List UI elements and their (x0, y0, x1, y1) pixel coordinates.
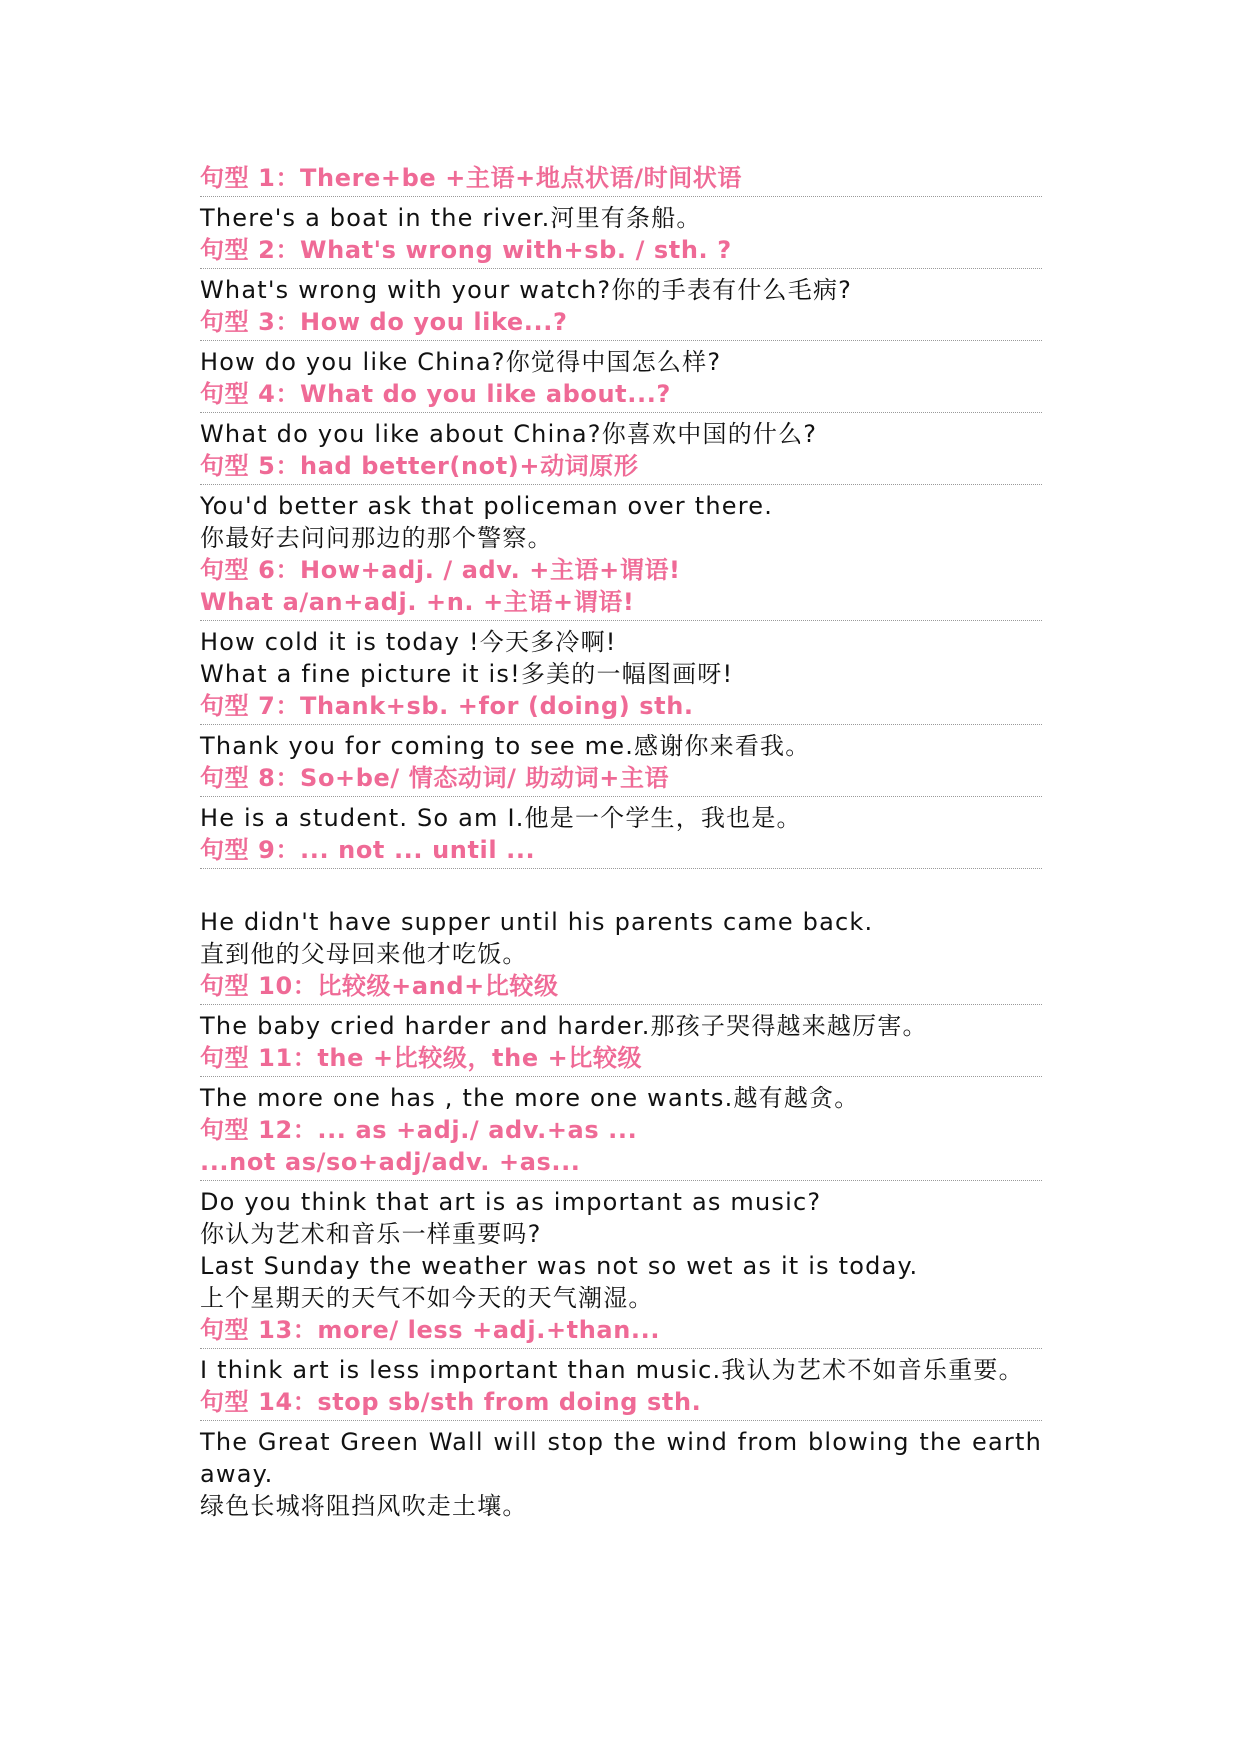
pattern-entry (200, 554, 1042, 690)
pattern-heading: 句型 10：比较级+and+比较级 (200, 972, 559, 1000)
dotted-divider (200, 1180, 1042, 1181)
dotted-divider (200, 340, 1042, 341)
pattern-entry (200, 1042, 1042, 1114)
example-translation: 上个星期天的天气不如今天的天气潮湿。 (200, 1284, 654, 1312)
pattern-entry (200, 162, 1042, 234)
example-sentence: There's a boat in the river.河里有条船。 (200, 204, 702, 232)
example-translation: 直到他的父母回来他才吃饭。 (200, 940, 528, 968)
pattern-entry (200, 1386, 1042, 1522)
pattern-entry (200, 690, 1042, 762)
pattern-heading-alt: ...not as/so+adj/adv. +as... (200, 1148, 581, 1176)
dotted-divider (200, 412, 1042, 413)
pattern-entry (200, 970, 1042, 1042)
example-translation: 你认为艺术和音乐一样重要吗? (200, 1220, 542, 1248)
example-sentence: What a fine picture it is!多美的一幅图画呀! (200, 660, 734, 688)
dotted-divider (200, 1420, 1042, 1421)
pattern-heading: 句型 14：stop sb/sth from doing sth. (200, 1388, 702, 1416)
pattern-heading: 句型 5：had better(not)+动词原形 (200, 452, 639, 480)
dotted-divider (200, 796, 1042, 797)
example-sentence: What do you like about China?你喜欢中国的什么? (200, 420, 818, 448)
sentence-pattern-list (200, 162, 1042, 1522)
pattern-heading: 句型 9：... not ... until ... (200, 836, 536, 864)
dotted-divider (200, 484, 1042, 485)
dotted-divider (200, 268, 1042, 269)
example-translation: 绿色长城将阻挡风吹走土壤。 (200, 1492, 528, 1520)
pattern-entry (200, 762, 1042, 834)
dotted-divider (200, 620, 1042, 621)
example-sentence: I think art is less important than music.我认为艺术不如音乐重要。 (200, 1356, 1024, 1384)
dotted-divider (200, 196, 1042, 197)
pattern-entry (200, 834, 1042, 970)
example-sentence: Do you think that art is as important as music? (200, 1188, 822, 1216)
pattern-heading: 句型 3：How do you like...? (200, 308, 568, 336)
dotted-divider (200, 1004, 1042, 1005)
pattern-entry (200, 378, 1042, 450)
example-sentence: Last Sunday the weather was not so wet as it is today. (200, 1252, 919, 1280)
example-sentence: He is a student. So am I.他是一个学生，我也是。 (200, 804, 802, 832)
pattern-heading: 句型 8：So+be/ 情态动词/ 助动词+主语 (200, 764, 670, 792)
dotted-divider (200, 868, 1042, 869)
example-sentence: The baby cried harder and harder.那孩子哭得越来越厉害。 (200, 1012, 928, 1040)
example-sentence: How cold it is today !今天多冷啊! (200, 628, 617, 656)
dotted-divider (200, 724, 1042, 725)
pattern-heading: 句型 4：What do you like about...? (200, 380, 671, 408)
example-sentence: What's wrong with your watch?你的手表有什么毛病? (200, 276, 853, 304)
example-sentence: Thank you for coming to see me.感谢你来看我。 (200, 732, 811, 760)
example-sentence: The more one has , the more one wants.越有越贪。 (200, 1084, 860, 1112)
example-sentence: The Great Green Wall will stop the wind from blowing the earth away. (200, 1428, 1042, 1488)
pattern-entry (200, 234, 1042, 306)
pattern-entry (200, 450, 1042, 554)
pattern-entry (200, 306, 1042, 378)
pattern-entry (200, 1114, 1042, 1314)
example-translation: 你最好去问问那边的那个警察。 (200, 524, 553, 552)
dotted-divider (200, 1348, 1042, 1349)
pattern-heading: 句型 7：Thank+sb. +for (doing) sth. (200, 692, 694, 720)
example-sentence: How do you like China?你觉得中国怎么样? (200, 348, 722, 376)
pattern-heading: 句型 12：... as +adj./ adv.+as ... (200, 1116, 638, 1144)
example-sentence: He didn't have supper until his parents came back. (200, 908, 874, 936)
pattern-heading: 句型 2：What's wrong with+sb. / sth. ? (200, 236, 732, 264)
pattern-heading: 句型 6：How+adj. / adv. +主语+谓语! (200, 556, 681, 584)
dotted-divider (200, 1076, 1042, 1077)
pattern-entry (200, 1314, 1042, 1386)
pattern-heading-alt: What a/an+adj. +n. +主语+谓语! (200, 588, 635, 616)
pattern-heading: 句型 11：the +比较级，the +比较级 (200, 1044, 643, 1072)
example-sentence: You'd better ask that policeman over there. (200, 492, 774, 520)
pattern-heading: 句型 1：There+be +主语+地点状语/时间状语 (200, 164, 743, 192)
pattern-heading: 句型 13：more/ less +adj.+than... (200, 1316, 661, 1344)
